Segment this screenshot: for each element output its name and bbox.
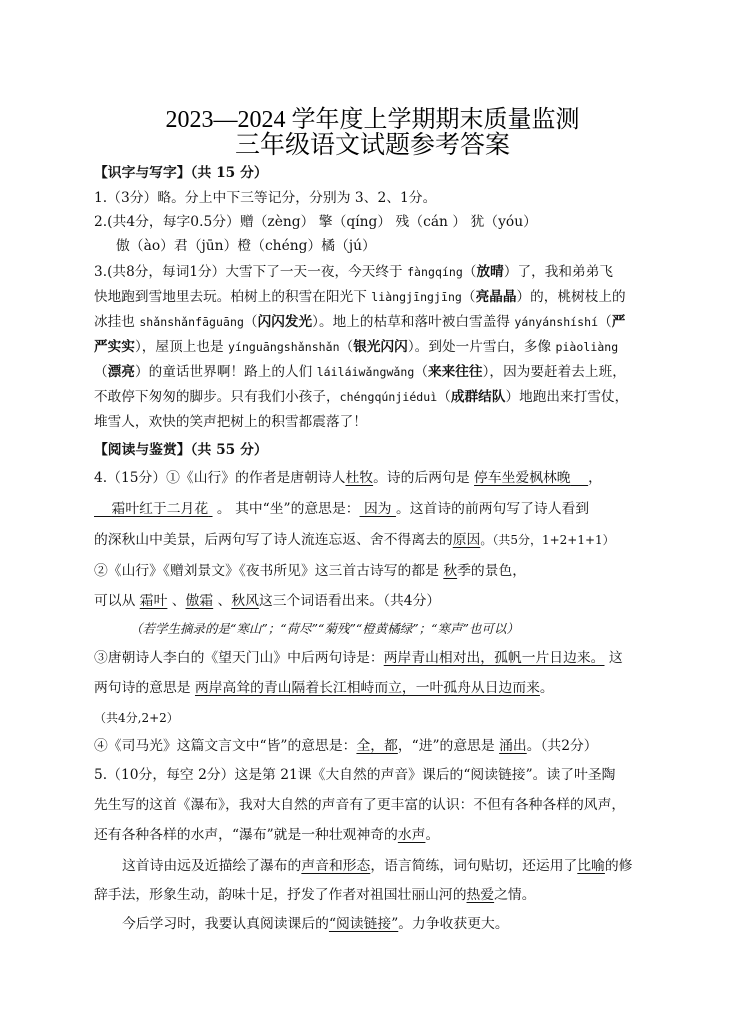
q3-pinyin: shǎnshǎnfāguāng (139, 315, 244, 329)
q4-text: ，“进”的意思是 (397, 738, 500, 754)
q4-text: 两句诗的意思是 (94, 680, 195, 696)
q5-line3 (94, 825, 439, 845)
q3-pinyin: láiláiwǎngwǎng (316, 365, 415, 379)
q4-text: 的深秋山中美景，后两句写了诗人流连忘返、舍不得离去的 (94, 532, 453, 548)
q4-answer-blank: 两岸青山相对出，孤帆一片日边来。 (383, 650, 605, 666)
q4-answer-blank: 霜叶红于二月花 (111, 501, 209, 517)
q4-answer-blank: 涌出 (499, 738, 527, 754)
q5-text: 。 (425, 827, 440, 843)
q3-pinyin: fàngqíng (407, 265, 463, 279)
q4-text: 。诗的后两句是 (373, 470, 475, 486)
q5-answer-blank: 热爱 (466, 887, 495, 903)
q2-answer-line1: 2.(共4分，每字0.5分）赠（zèng） 擎（qíng） 残（cán ） 犹（yóu） (94, 214, 537, 230)
q4-answer-blank: 因为 (359, 501, 396, 517)
q4-answer-blank: 秋风 (231, 593, 259, 609)
q3-text: ）的童话世界啊！路上的人们 (134, 364, 317, 380)
q3-answer-word: 严 (611, 314, 626, 330)
q3-answer-word: 成群结队 (450, 389, 506, 405)
q4-line7 (94, 678, 554, 698)
section-header-reading: 【阅读与鉴赏】（共 55 分） (94, 442, 268, 458)
q3-text: ）地跑出来打雪仗， (505, 389, 629, 405)
q5-answer-blank: 水声 (397, 827, 426, 843)
q3-text: ）。到处一片雪白，多像 (407, 339, 556, 355)
q4-text: 、 (167, 593, 186, 609)
q4-line6 (94, 648, 623, 668)
q4-answer-blank: 停车坐爱枫林晚 (474, 470, 571, 486)
q3-answer-word: 来来往往 (428, 364, 483, 380)
q4-score-note: （共4分,2+2） (94, 711, 179, 725)
q5-line2: 先生写的这首《瀑布》，我对大自然的声音有了更丰富的认识：不但有各种各样的风声， (94, 797, 626, 813)
q3-answer-word: 亮晶晶 (475, 289, 517, 305)
q4-answer-blank: 霜叶 (139, 593, 168, 609)
q5-line1: 5.（10分，每空 2分）这是第 21课《大自然的声音》课后的“阅读链接”。读了叶圣陶 (94, 767, 616, 783)
q3-pinyin: liàngjīngjīng (371, 290, 462, 304)
q4-line3 (94, 530, 615, 550)
q5-text: 这首诗由远及近描绘了瀑布的 (122, 858, 302, 874)
q3-line1 (94, 262, 613, 282)
q3-line7: 堆雪人，欢快的笑声把树上的积雪都震落了！ (94, 414, 367, 430)
q5-text: 今后学习时，我要认真阅读课后的 (122, 916, 329, 932)
q4-text: 这三个词语看出来。（共4分） (258, 593, 441, 609)
q4-text: 这 (604, 650, 623, 666)
q4-answer-blank: 全，都 (356, 738, 398, 754)
q3-answer-word: 银光闪闪 (353, 339, 408, 355)
q3-pinyin: chéngqúnjiéduì (339, 390, 438, 404)
q5-text: 。力争收获更大。 (398, 916, 509, 932)
q3-answer-word: 放晴 (476, 264, 504, 280)
q5-text: 之情。 (494, 887, 536, 903)
q5-text: 的修 (604, 858, 633, 874)
q3-text: ）。地上的枯草和落叶被白雪盖得 (312, 314, 515, 330)
q4-answer-blank: 秋 (443, 563, 458, 579)
q3-pinyin: yányánshíshí (514, 315, 599, 329)
q4-line9 (94, 736, 598, 756)
q5-answer-blank: “阅读链接” (328, 916, 399, 932)
q3-pinyin: yínguāngshǎnshǎn (228, 340, 340, 354)
q4-line4 (94, 561, 526, 581)
q3-text: 3.(共8分，每词1分）大雪下了一天一夜，今天终于 (94, 264, 408, 280)
q3-text: （ (437, 389, 451, 405)
q4-answer-blank: 原因 (452, 532, 481, 548)
q4-grading-note: （若学生摘录的是“寒山”；“荷尽”“菊残”“橙黄橘绿”；“寒声”也可以） (130, 621, 519, 636)
doc-title-line1: 2023—2024 学年度上学期期末质量监测 (165, 107, 580, 133)
q3-text: （ (243, 314, 258, 330)
q5-text: 辞手法，形象生动，韵味十足，抒发了作者对祖国壮丽山河的 (94, 887, 467, 903)
q4-text: ， (588, 470, 602, 486)
q4-text: 4.（15分）①《山行》的作者是唐朝诗人 (94, 470, 346, 486)
q5-answer-blank: 比喻 (577, 858, 605, 874)
q4-text: ②《山行》《赠刘景文》《夜书所见》这三首古诗写的都是 (94, 563, 444, 579)
q4-text: 。 (539, 680, 554, 696)
q4-text: ③唐朝诗人李白的《望天门山》中后两句诗是： (94, 650, 384, 666)
q4-text: 可以从 (94, 593, 140, 609)
q4-line1 (94, 468, 602, 488)
q5-line4 (122, 856, 632, 876)
q4-score-note: 。（共5分，1+2+1+1） (480, 533, 615, 547)
q2-answer-line2: 傲（ào）君（jūn）橙（chéng）橘（jú） (116, 238, 376, 254)
q4-text: ④《司马光》这篇文言文中“皆”的意思是： (94, 738, 357, 754)
q3-line3 (94, 312, 625, 332)
q3-text: （ (461, 289, 476, 305)
q3-text: ）了，我和弟弟飞 (503, 264, 613, 280)
q4-text: 。这首诗的前两句写了诗人看到 (395, 501, 590, 517)
q4-answer-blank: 杜牧 (345, 470, 374, 486)
q3-answer-word: 漂亮 (107, 364, 135, 380)
q5-line5 (94, 885, 536, 905)
q3-text: ）的，桃树枝上的 (516, 289, 626, 305)
q4-answer-blank: 两岸高耸的青山隔着长江相峙而立，一叶孤舟从日边而来 (194, 680, 540, 696)
q3-line6 (94, 387, 628, 407)
q4-text: 。 其中“坐”的意思是： (212, 501, 360, 517)
q3-text: （ (598, 314, 612, 330)
q5-line6 (122, 914, 509, 934)
q3-line5 (94, 362, 626, 382)
q3-text: （ (94, 364, 108, 380)
q4-answer-blank: 傲霜 (185, 593, 214, 609)
q3-answer-word: 闪闪发光 (257, 314, 313, 330)
q1-answer: 1.（3分）略。分上中下三等记分，分别为 3、2、1分。 (94, 190, 437, 206)
q4-text: 。（共2分） (526, 738, 598, 754)
q5-text: ，语言简练，词句贴切，还运用了 (370, 858, 578, 874)
q5-text: 还有各种各样的水声，“瀑布”就是一种壮观神奇的 (94, 827, 398, 843)
q3-text: 冰挂也 (94, 314, 140, 330)
q3-line2 (94, 287, 626, 307)
q3-text: ），屋顶上也是 (134, 339, 229, 355)
q3-text: ），因为要赶着去上班， (482, 364, 626, 380)
q4-text: 、 (213, 593, 232, 609)
q3-text: （ (462, 264, 477, 280)
section-header-literacy: 【识字与写字】（共 15 分） (94, 165, 268, 181)
q4-line2 (94, 499, 589, 519)
q3-text: （ (414, 364, 428, 380)
q3-text: （ (339, 339, 354, 355)
q3-line4 (94, 337, 618, 357)
q4-line5 (94, 591, 440, 611)
q3-answer-word: 严实实 (94, 339, 135, 355)
q4-text: 季的景色， (457, 563, 527, 579)
q3-pinyin: piàoliàng (555, 340, 619, 354)
doc-title-line2: 三年级语文试题参考答案 (234, 132, 510, 159)
q3-text: 快地跑到雪地里去玩。柏树上的积雪在阳光下 (94, 289, 372, 305)
q3-text: 不敢停下匆匆的脚步。只有我们小孩子， (94, 389, 340, 405)
q5-answer-blank: 声音和形态 (301, 858, 371, 874)
